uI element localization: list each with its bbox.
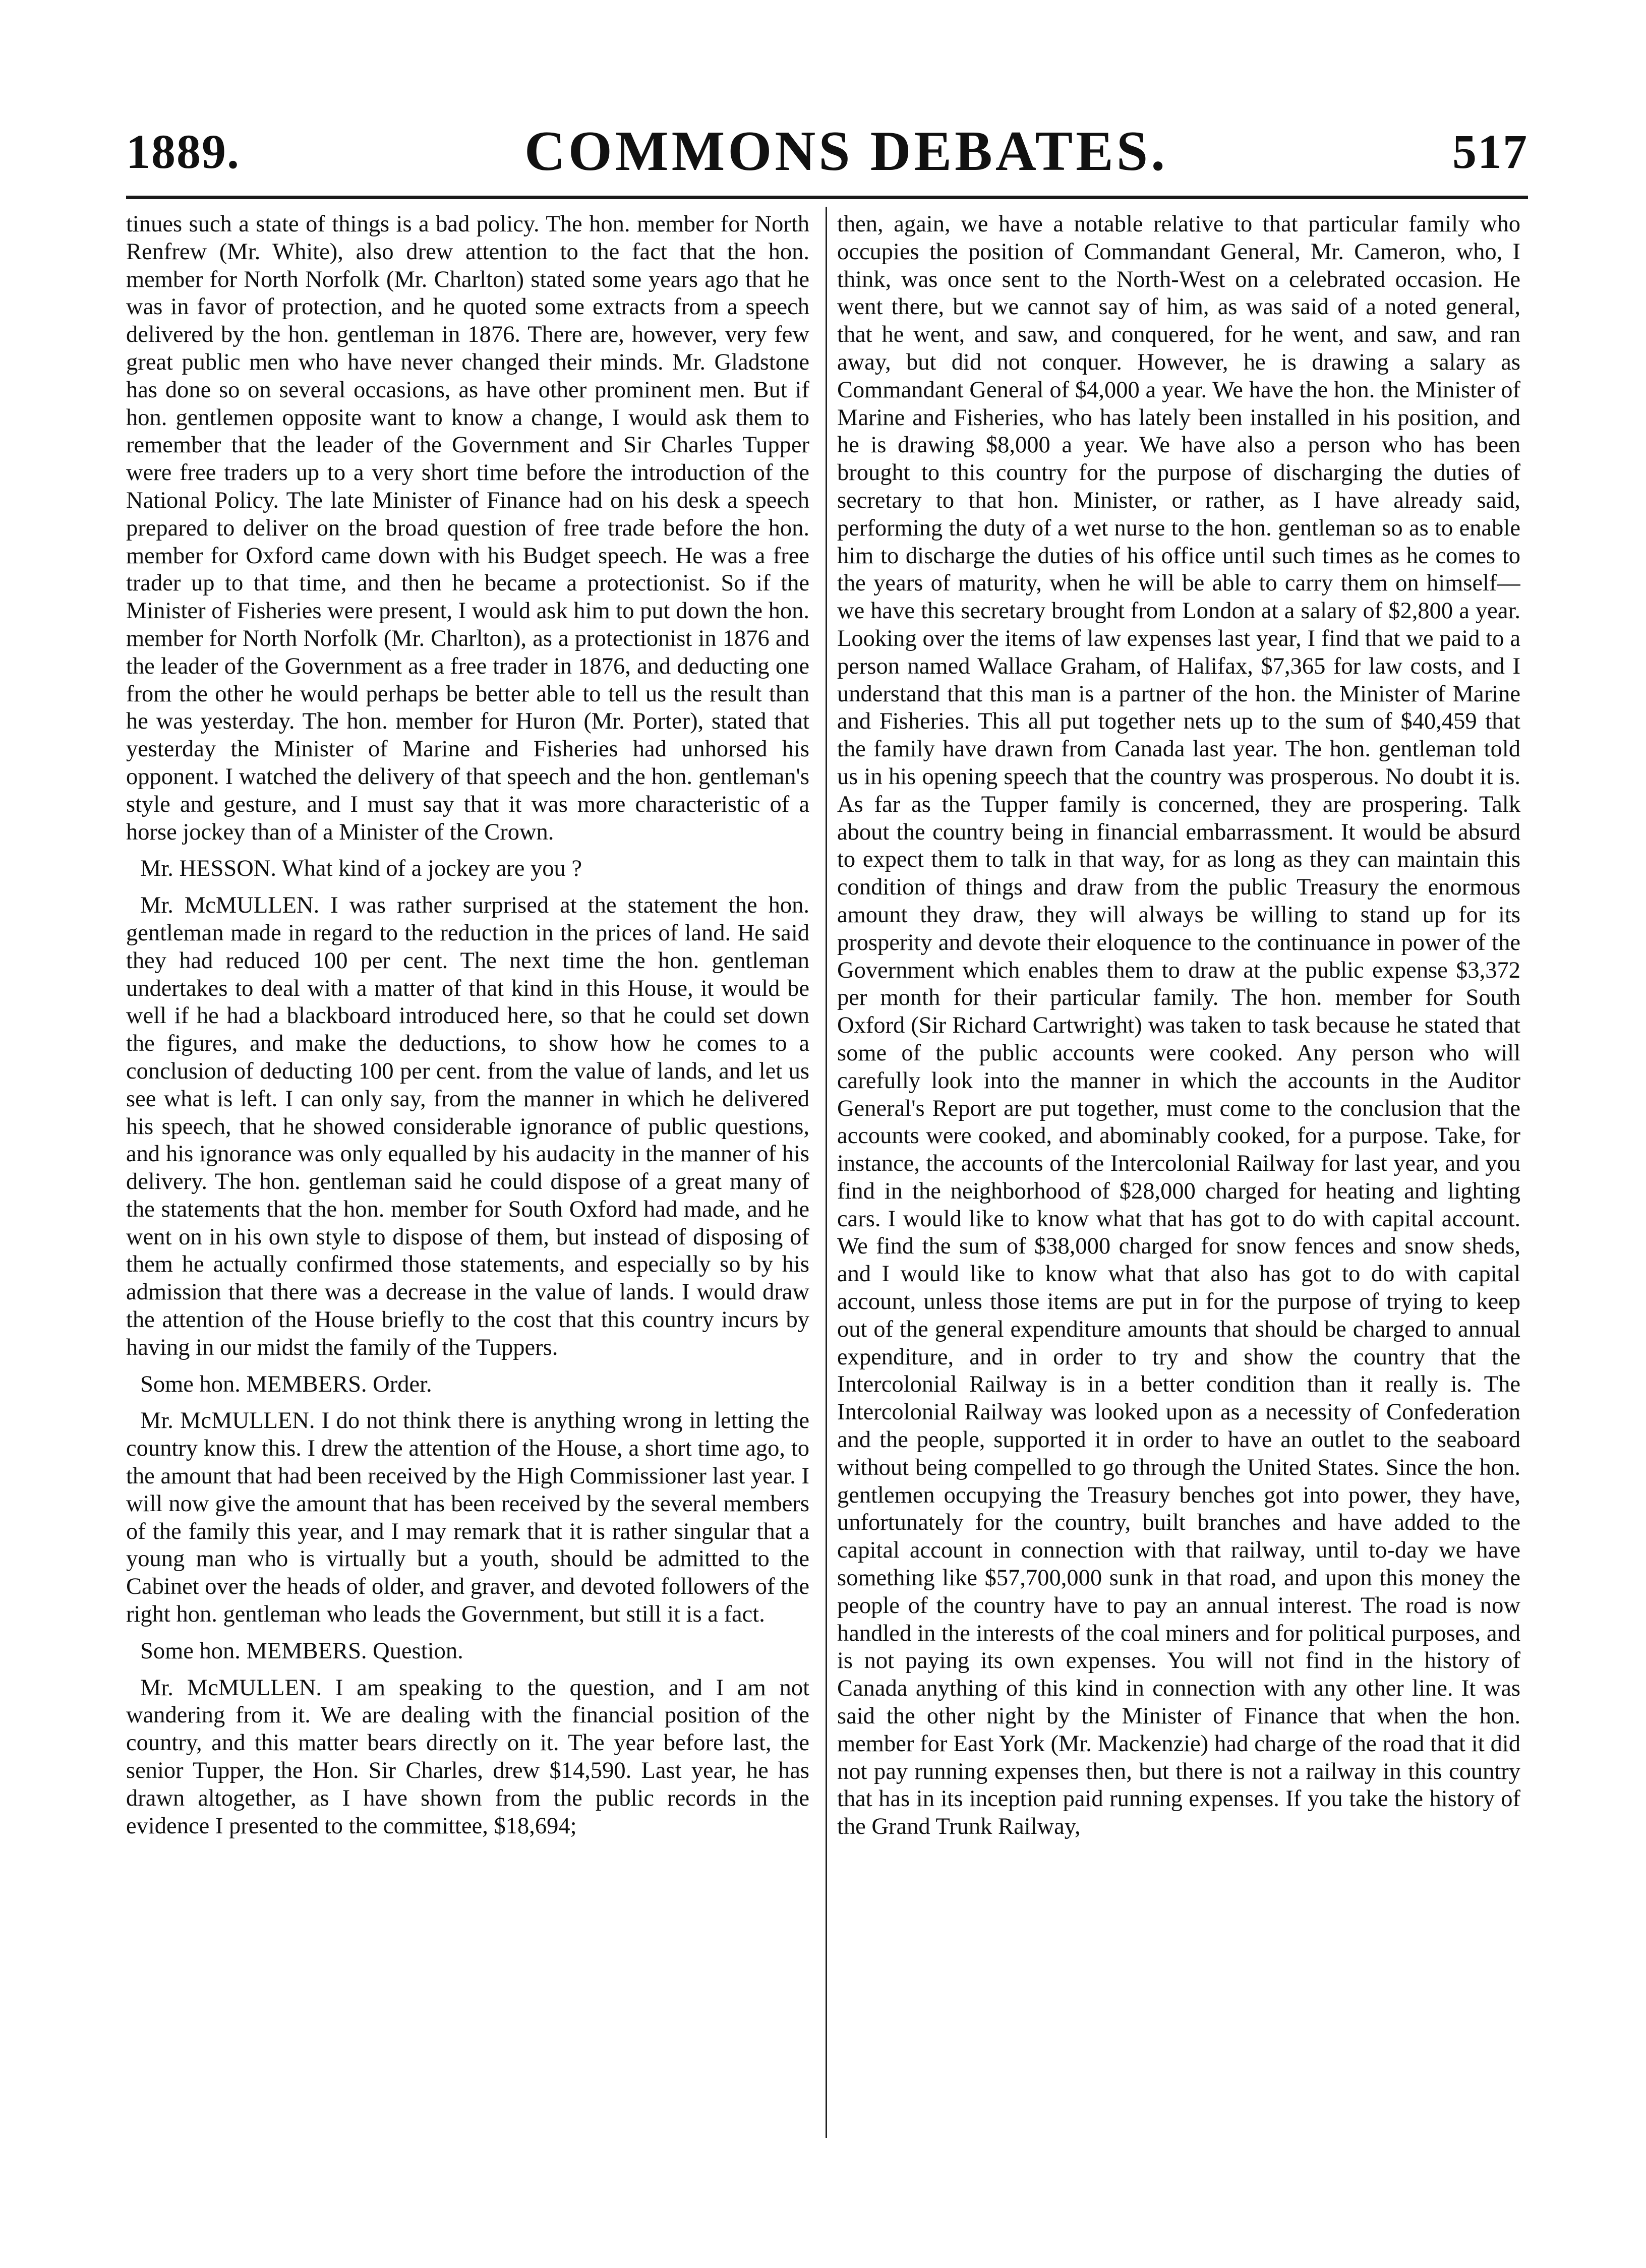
speech-mcmullen: Mr. McMULLEN. I am speaking to the question, and I am not wandering from it. We are dealing with the financial position of the country, and this matter bears directly on it. The year before last, the senior Tupper, the Hon. Sir Charles, drew $14,590. Last year, he has drawn altogether, as I have shown from the public records in the evidence I presented to the committee, $18,694; — [126, 1675, 809, 1839]
column-divider — [826, 207, 827, 2138]
paragraph: then, again, we have a notable relative to that particular family who occupies the position of Commandant General, Mr. Cameron, who, I think, was once sent to the North-West on a celebrated occasion. He went there, but we cannot say of him, as was said of a noted general, that he went, and saw, and conquered, for he went, and saw, and ran away, but did not conquer. However, he is drawing a salary as Commandant General of $4,000 a year. We have the hon. the Minister of Marine and Fisheries, who has lately been installed in his position, and he is drawing $8,000 a year. We have also a person who has been brought to this country for the purpose of discharging the duties of secretary to that hon. Minister, or rather, as I have already said, performing the duty of a wet nurse to the hon. gentleman so as to enable him to discharge the duties of his office until such times as he comes to the years of maturity, when he will be able to carry them on himself—we have this secretary brought from London at a salary of $2,800 a year. Looking over the items of law expenses last year, I find that we paid to a person named Wallace Graham, of Halifax, $7,365 for law costs, and I understand that this man is a partner of the hon. the Minister of Marine and Fisheries. This all put together nets up to the sum of $40,459 that the family have drawn from Canada last year. The hon. gentleman told us in his opening speech that the country was prosperous. No doubt it is. As far as the Tupper family is concerned, they are prospering. Talk about the country being in financial embarrassment. It would be absurd to expect them to talk in that way, for as long as they can maintain this condition of things and draw from the public Treasury the enormous amount they draw, they will always be willing to stand up for its prosperity and devote their eloquence to the continuance in power of the Government which enables them to draw at the public expense $3,372 per month for their particular family. The hon. member for South Oxford (Sir Richard Cartwright) was taken to task because he stated that some of the public accounts were cooked. Any person who will carefully look into the manner in which the accounts in the Auditor General's Report are put together, must come to the conclusion that the accounts were cooked, and abominably cooked, for a purpose. Take, for instance, the accounts of the Intercolonial Railway for last year, and you find in the neighborhood of $28,000 charged for heating and lighting cars. I would like to know what that has got to do with capital account. We find the sum of $38,000 charged for snow fences and snow sheds, and I would like to know what that also has got to do with capital account, unless those items are put in for the purpose of trying to keep out of the general expenditure amounts that should be charged to annual expenditure, and in order to try and show the country that the Intercolonial Railway is in a better condition than it really is. The Intercolonial Railway was looked upon as a necessity of Confederation and the people, supported it in order to have an outlet to the seaboard without being compelled to go through the United States. Since the hon. gentlemen occupying the Treasury benches got into power, they have, unfortunately for the country, built branches and have added to the capital account in connection with that railway, until to-day we have something like $57,700,000 sunk in that road, and upon this money the people of the country have to pay an annual interest. The road is now handled in the interests of the coal miners and for political purposes, and is not paying its own expenses. You will not find in the history of Canada anything of this kind in connection with any other line. It was said the other night by the Minister of Finance that when the hon. member for East York (Mr. Mackenzie) had charge of the road that it did not pay running expenses then, but there is not a railway in this country that has in its inception paid running expenses. If you take the history of the Grand Trunk Railway, — [837, 211, 1520, 1840]
interjection-order: Some hon. MEMBERS. Order. — [140, 1371, 432, 1397]
page-number: 517 — [1452, 124, 1528, 178]
speech-mcmullen: Mr. McMULLEN. I was rather surprised at the statement the hon. gentleman made in regard to the reduction in the prices of land. He said they had reduced 100 per cent. The next time the hon. gentleman undertakes to deal with a matter of that kind in this House, it would be well if he had a blackboard introduced here, so that he could set down the figures, and make the deductions, to show how he comes to a conclusion of deducting 100 per cent. from the value of lands, and let us see what is left. I can only say, from the manner in which he delivered his speech, that he showed considerable ignorance of public questions, and his ignorance was only equalled by his audacity in the manner of his delivery. The hon. gentleman said he could dispose of a great many of the statements that the hon. member for South Oxford had made, and he went on in his own style to dispose of them, but instead of disposing of them he actually confirmed those statements, and especially so by his admission that there was a decrease in the value of lands. I would draw the attention of the House briefly to the cost that this country incurs by having in our midst the family of the Tuppers. — [126, 892, 809, 1360]
header-rule — [126, 196, 1528, 199]
page-title: COMMONS DEBATES. — [524, 120, 1168, 183]
page-header — [126, 113, 1528, 189]
left-column — [126, 211, 809, 2137]
right-column — [837, 211, 1520, 2137]
interjection-question: Some hon. MEMBERS. Question. — [140, 1638, 463, 1664]
speech-hesson: Mr. HESSON. What kind of a jockey are you ? — [140, 856, 582, 882]
speech-mcmullen: Mr. McMULLEN. I do not think there is anything wrong in letting the country know this. I drew the attention of the House, a short time ago, to the amount that had been received by the High Commissioner last year. I will now give the amount that has been received by the several members of the family this year, and I may remark that it is rather singular that a young man who is virtually but a youth, should be admitted to the Cabinet over the heads of older, and graver, and devoted followers of the right hon. gentleman who leads the Government, but still it is a fact. — [126, 1408, 809, 1628]
paragraph: tinues such a state of things is a bad policy. The hon. member for North Renfrew (Mr. White), also drew attention to the fact that the hon. member for North Norfolk (Mr. Charlton) stated some years ago that he was in favor of protection, and he quoted some extracts from a speech delivered by the hon. gentleman in 1876. There are, however, very few great public men who have never changed their minds. Mr. Gladstone has done so on several occasions, as have other prominent men. But if hon. gentlemen opposite want to know a change, I would ask them to remember that the leader of the Government and Sir Charles Tupper were free traders up to a very short time before the introduction of the National Policy. The late Minister of Finance had on his desk a speech prepared to deliver on the broad question of free trade before the hon. member for Oxford came down with his Budget speech. He was a free trader up to that time, and then he became a protectionist. So if the Minister of Fisheries were present, I would ask him to put down the hon. member for North Norfolk (Mr. Charlton), as a protectionist in 1876 and the leader of the Government as a free trader in 1876, and deducting one from the other he would perhaps be better able to tell us the result than he was yesterday. The hon. member for Huron (Mr. Porter), stated that yesterday the Minister of Marine and Fisheries had unhorsed his opponent. I watched the delivery of that speech and the hon. gentleman's style and gesture, and I must say that it was more characteristic of a horse jockey than of a Minister of the Crown. — [126, 211, 809, 845]
page-year: 1889. — [126, 124, 240, 178]
